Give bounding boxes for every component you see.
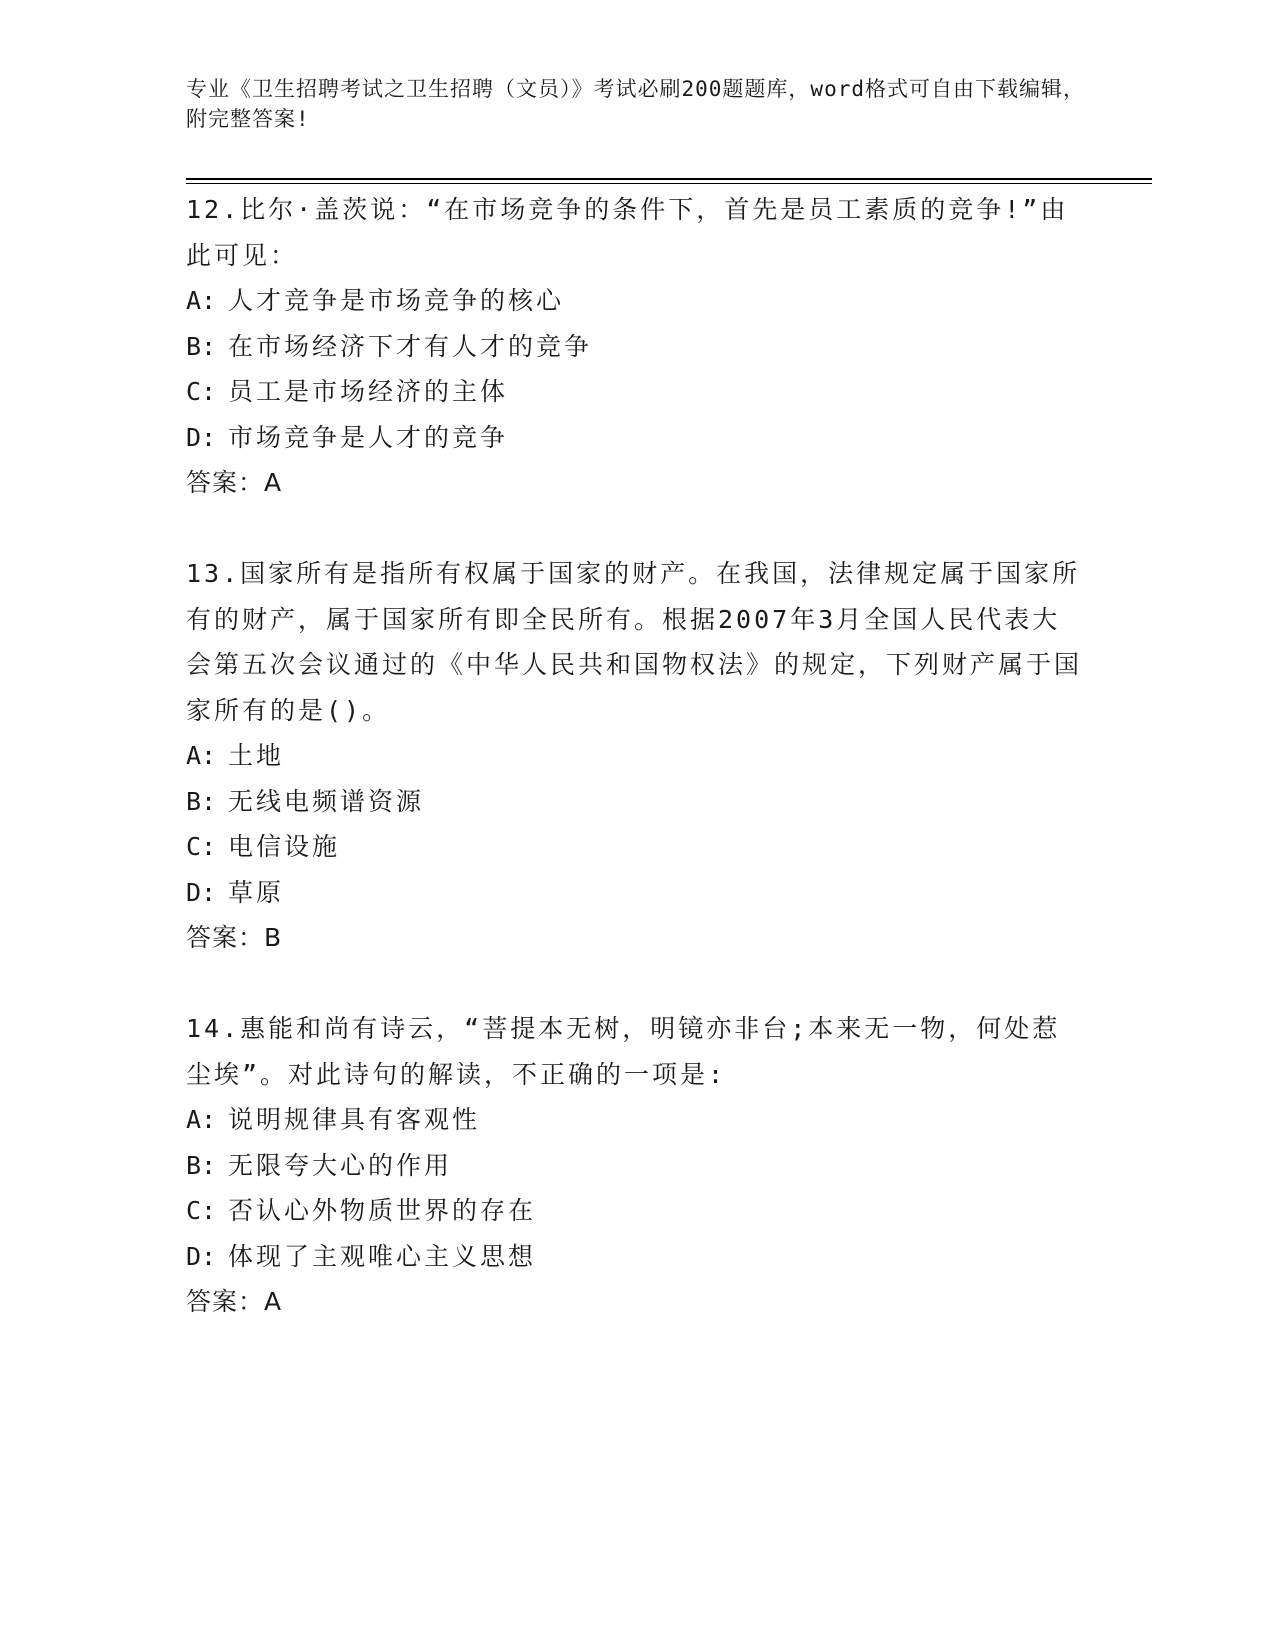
answer-line: 答案：A bbox=[186, 468, 283, 497]
option-text: 体现了主观唯心主义思想 bbox=[228, 1241, 537, 1271]
option-text: 电信设施 bbox=[228, 832, 341, 861]
option-b bbox=[186, 324, 1086, 370]
header-rule-thick bbox=[186, 178, 1152, 180]
option-key: B: bbox=[186, 786, 217, 816]
option-text: 说明规律具有客观性 bbox=[228, 1105, 481, 1134]
option-key: A: bbox=[186, 1105, 217, 1134]
option-key: C: bbox=[186, 832, 217, 861]
option-key: D: bbox=[186, 1241, 217, 1271]
option-text: 员工是市场经济的主体 bbox=[228, 377, 509, 406]
header-rule-thin bbox=[186, 183, 1152, 184]
option-text: 否认心外物质世界的存在 bbox=[228, 1196, 537, 1225]
document-header: 专业《卫生招聘考试之卫生招聘（文员）》考试必刷200题题库，word格式可自由下载编辑，附完整答案! bbox=[186, 77, 1085, 131]
option-key: C: bbox=[186, 1196, 217, 1225]
option-text: 无限夸大心的作用 bbox=[228, 1150, 453, 1180]
question-12 bbox=[186, 187, 1086, 506]
option-d bbox=[186, 1234, 1086, 1280]
option-b bbox=[186, 1143, 1086, 1189]
option-a bbox=[186, 1097, 1086, 1143]
option-key: C: bbox=[186, 377, 217, 406]
option-text: 在市场经济下才有人才的竞争 bbox=[228, 331, 593, 361]
option-a bbox=[186, 278, 1086, 324]
option-c bbox=[186, 1188, 1086, 1234]
option-key: A: bbox=[186, 286, 217, 315]
option-key: D: bbox=[186, 422, 217, 452]
option-d bbox=[186, 415, 1086, 461]
option-d bbox=[186, 870, 1086, 916]
answer-line: 答案：A bbox=[186, 1287, 283, 1316]
answer-line: 答案：B bbox=[186, 923, 283, 952]
option-c bbox=[186, 824, 1086, 870]
question-stem: 13.国家所有是指所有权属于国家的财产。在我国，法律规定属于国家所有的财产，属于国家所有即全民所有。根据2007年3月全国人民代表大会第五次会议通过的《中华人民共和国物权法》的规定，下列财产属于国家所有的是()。 bbox=[186, 559, 1083, 725]
option-text: 无线电频谱资源 bbox=[228, 786, 425, 816]
option-text: 土地 bbox=[228, 741, 285, 770]
question-stem: 12.比尔·盖茨说：“在市场竞争的条件下，首先是员工素质的竞争!”由此可见： bbox=[186, 195, 1069, 270]
option-text: 市场竞争是人才的竞争 bbox=[228, 422, 509, 452]
question-stem: 14.惠能和尚有诗云，“菩提本无树，明镜亦非台;本来无一物，何处惹尘埃”。对此诗句的解读，不正确的一项是: bbox=[186, 1014, 1061, 1089]
question-14 bbox=[186, 1006, 1086, 1325]
option-c bbox=[186, 369, 1086, 415]
question-13 bbox=[186, 551, 1086, 961]
option-key: D: bbox=[186, 877, 217, 907]
option-text: 草原 bbox=[228, 877, 285, 907]
option-text: 人才竞争是市场竞争的核心 bbox=[228, 286, 565, 315]
option-b bbox=[186, 779, 1086, 825]
option-a bbox=[186, 733, 1086, 779]
option-key: A: bbox=[186, 741, 217, 770]
option-key: B: bbox=[186, 1150, 217, 1180]
option-key: B: bbox=[186, 331, 217, 361]
